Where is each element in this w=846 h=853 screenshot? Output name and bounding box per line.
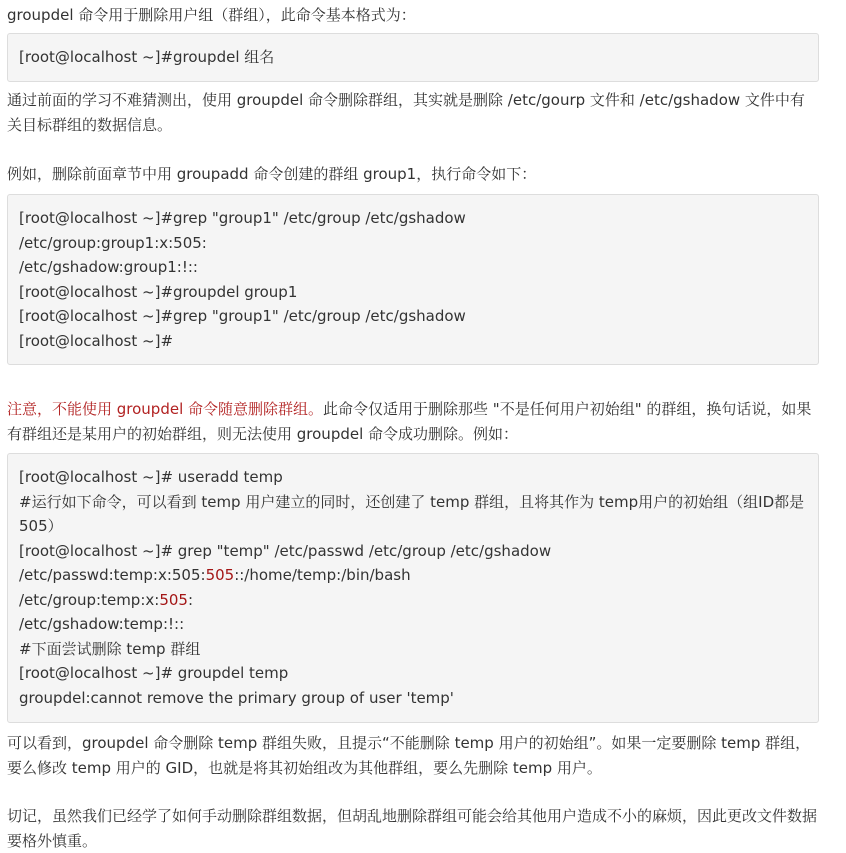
code-line: /etc/gshadow:temp:!:: <box>19 615 185 633</box>
code-line: /etc/gshadow:group1:!:: <box>19 258 198 276</box>
code-line: [root@localhost ~]#grep "group1" /etc/group /etc/gshadow <box>19 209 466 227</box>
result-paragraph: 可以看到，groupdel 命令删除 temp 群组失败，且提示“不能删除 temp 用户的初始组”。如果一定要删除 temp 群组，要么修改 temp 用户的 GID，也就是将其初始组改为其他群组，要么先删除 temp 用户。 <box>7 734 811 777</box>
code-number: 505 <box>205 566 235 584</box>
note-text: 此命令仅适用于删除那些 "不是任何用户初始组" 的群组，换句话说，如果有群组还是某用户的初始群组，则无法使用 groupdel 命令成功删除。例如： <box>7 400 812 443</box>
caution-paragraph: 切记，虽然我们已经学了如何手动删除群组数据，但胡乱地删除群组可能会给其他用户造成不小的麻烦，因此更改文件数据要格外慎重。 <box>7 807 818 850</box>
code-comment: #下面尝试删除 temp 群组 <box>19 639 201 658</box>
intro-paragraph: groupdel 命令用于删除用户组（群组），此命令基本格式为： <box>7 6 416 24</box>
code-text: /etc/group:temp:x: <box>19 590 160 609</box>
code-number: 505 <box>159 590 188 609</box>
code-line: /etc/group:group1:x:505: <box>19 233 207 252</box>
explanation-paragraph: 通过前面的学习不难猜测出，使用 groupdel 命令删除群组，其实就是删除 /etc/gourp 文件和 /etc/gshadow 文件中有关目标群组的数据信息。 <box>7 91 805 134</box>
code-line: [root@localhost ~]# useradd temp <box>19 468 283 486</box>
code-line: [root@localhost ~]#groupdel 组名 <box>19 48 275 66</box>
code-line: [root@localhost ~]# grep "temp" /etc/passwd /etc/group /etc/gshadow <box>19 541 552 560</box>
code-text: /etc/passwd:temp:x:505: <box>19 566 206 584</box>
syntax-code-block <box>7 33 819 82</box>
code-line: groupdel:cannot remove the primary group of user 'temp' <box>19 688 454 707</box>
example-code-block <box>7 194 819 365</box>
code-line: [root@localhost ~]# groupdel temp <box>19 664 289 682</box>
example-intro-paragraph: 例如，删除前面章节中用 groupadd 命令创建的群组 group1，执行命令如下： <box>7 165 537 183</box>
warning-text: 注意，不能使用 groupdel 命令随意删除群组。 <box>7 400 324 418</box>
note-paragraph <box>7 397 819 446</box>
code-line <box>19 588 807 613</box>
code-line <box>19 563 807 588</box>
primary-group-code-block <box>7 453 819 723</box>
code-comment: #运行如下命令，可以看到 temp 用户建立的同时，还创建了 temp 群组，且将其作为 temp用户的初始组（组ID都是 505） <box>19 492 809 535</box>
code-line: [root@localhost ~]#grep "group1" /etc/group /etc/gshadow <box>19 307 466 325</box>
code-line: [root@localhost ~]#groupdel group1 <box>19 282 298 301</box>
code-text: : <box>187 590 194 609</box>
code-line: [root@localhost ~]# <box>19 331 174 350</box>
code-text: ::/home/temp:/bin/bash <box>234 566 411 584</box>
